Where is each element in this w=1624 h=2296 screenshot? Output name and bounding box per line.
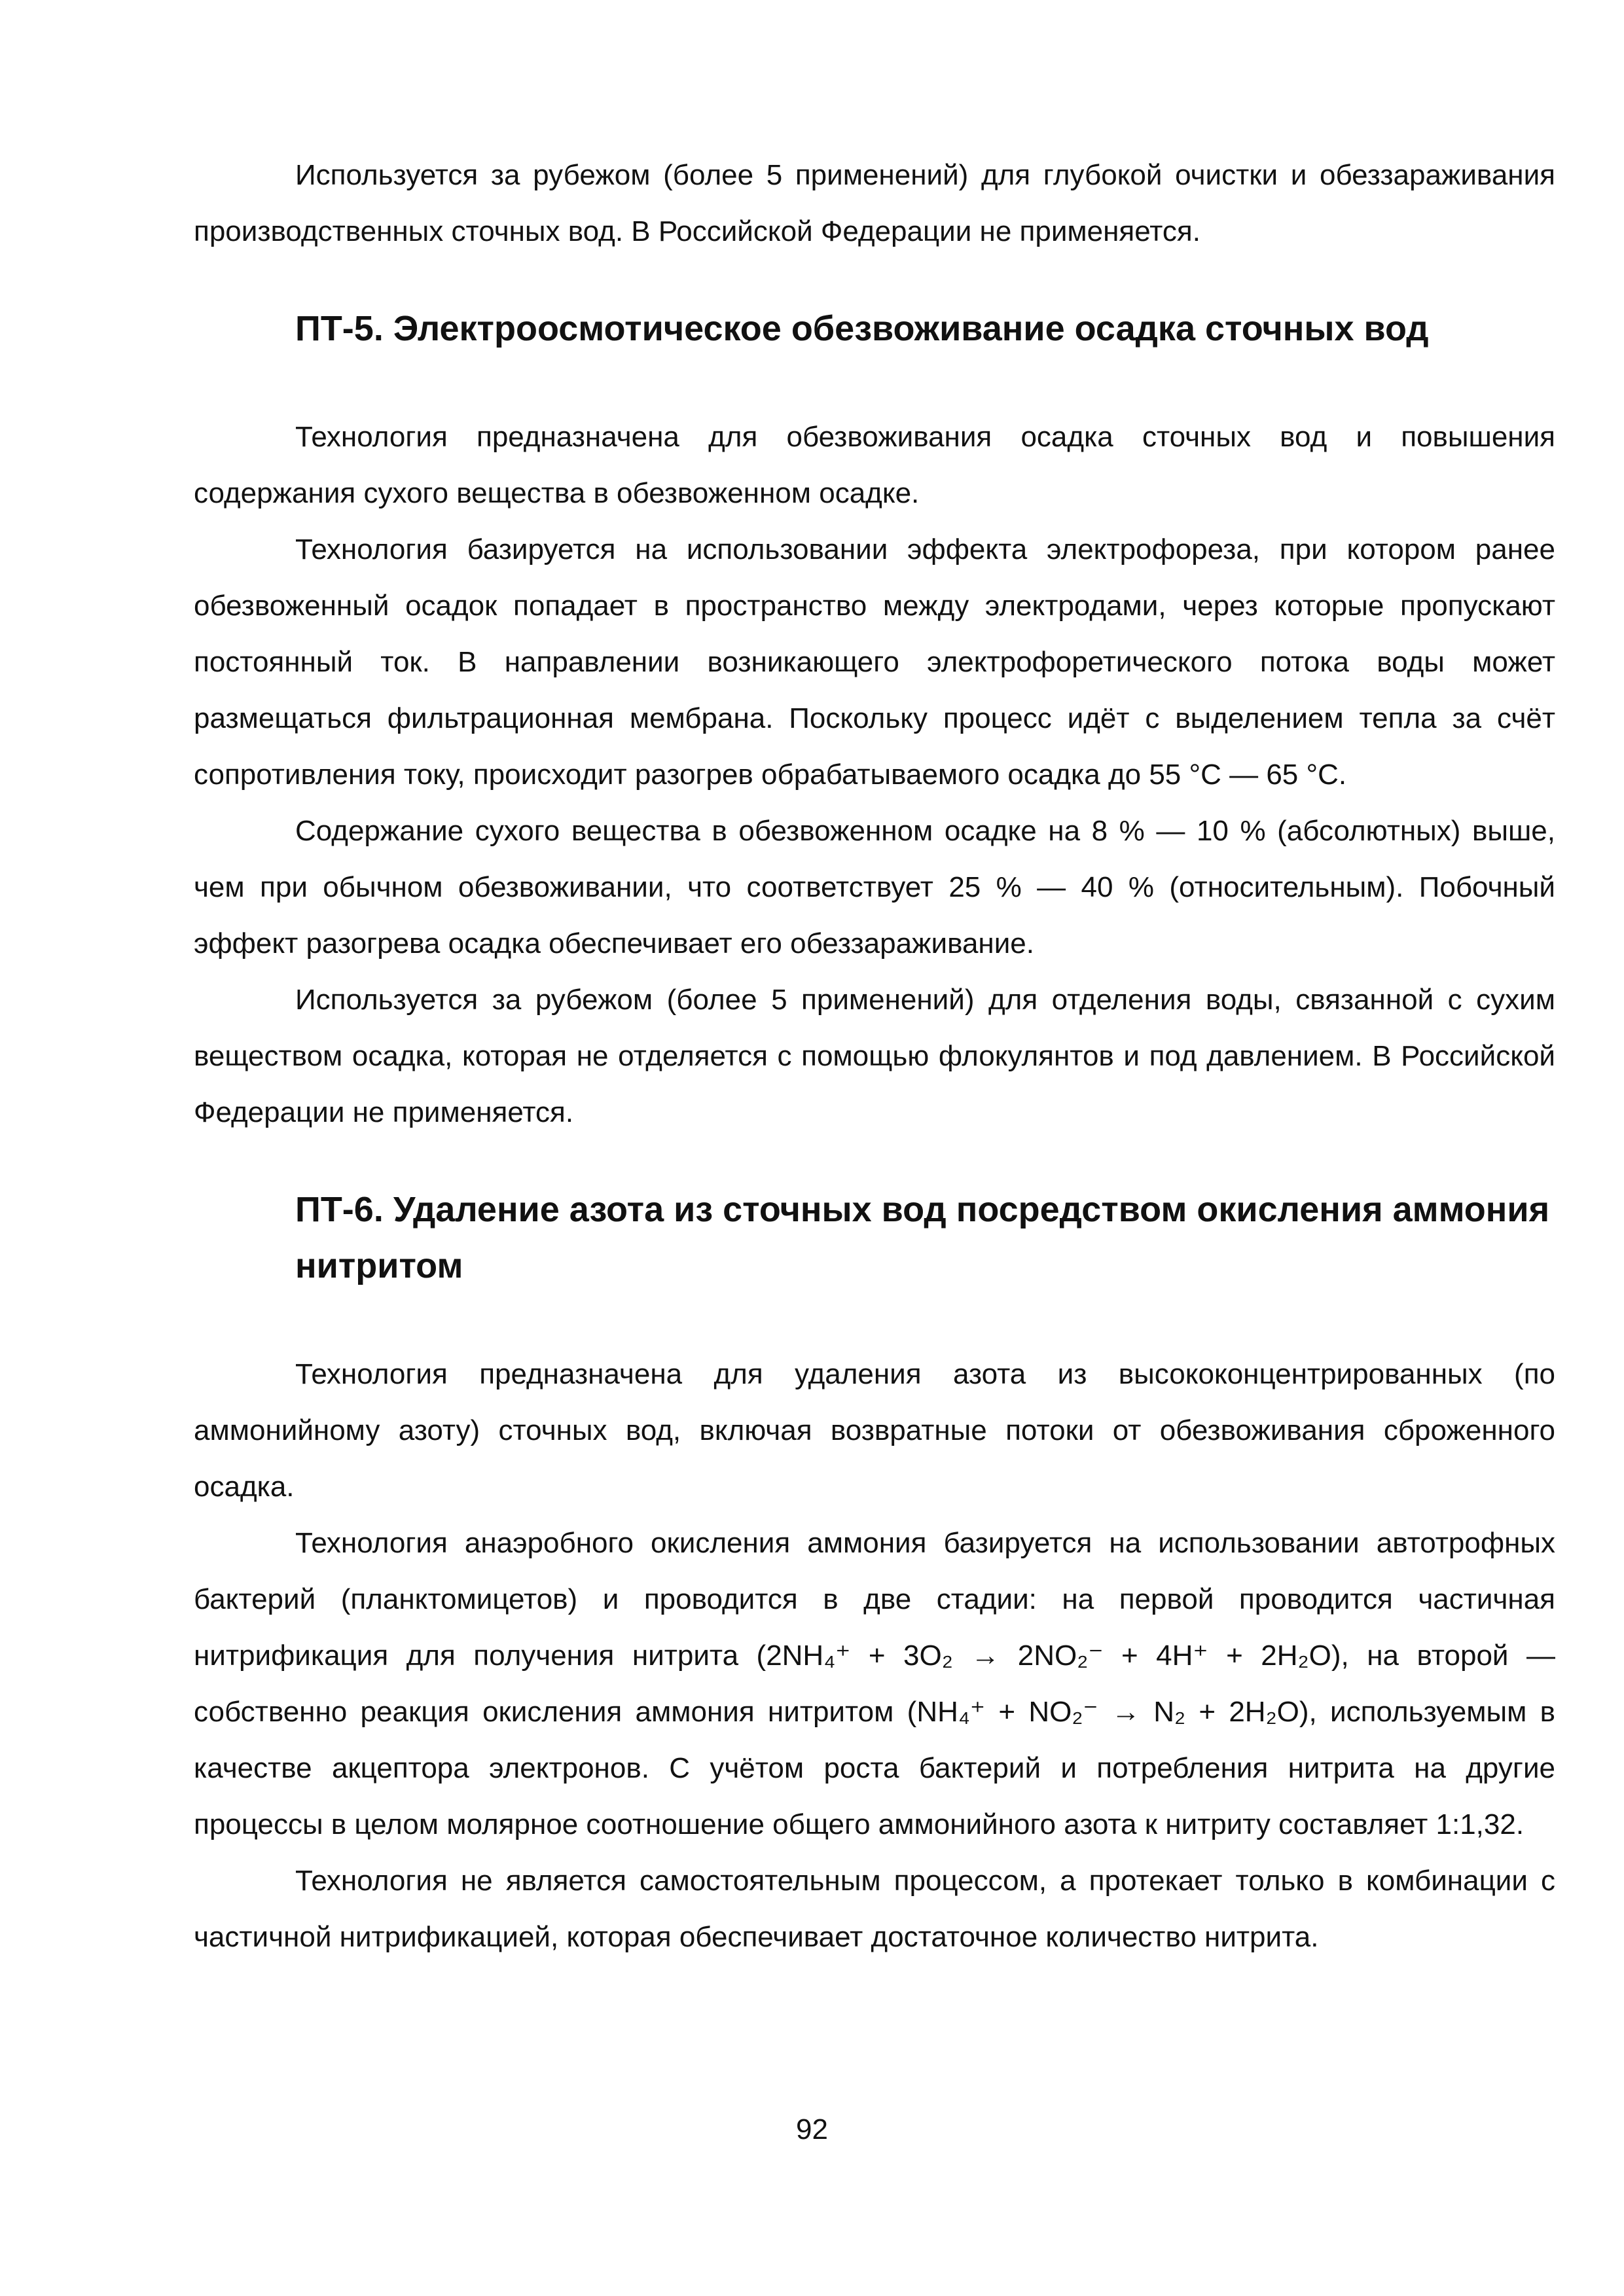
pt6-paragraph-purpose: Технология предназначена для удаления азота из высококонцентрированных (по аммонийному азоту) сточных вод, включая возвратные потоки от обезвоживания сброженного осадка. xyxy=(194,1358,1555,1503)
section-title-pt5: ПТ-5. Электроосмотическое обезвоживание осадка сточных вод xyxy=(295,309,1429,348)
pt6-method-text-middle: ), на второй — собственно реакция окисления аммония нитритом ( xyxy=(194,1640,1555,1728)
reaction-nitrification: 2NH₄⁺ + 3O₂ → 2NO₂⁻ + 4H⁺ + 2H₂O xyxy=(766,1640,1331,1672)
pt6-method-text-before: Технология анаэробного окисления аммония базируется на использовании автотрофных бактерий (планктомицетов) и проводится в две стадии: на первой проводится частичная нитрификация для получения нитрита ( xyxy=(194,1527,1555,1672)
pt6-paragraph-method xyxy=(194,1515,1555,1853)
page-number: 92 xyxy=(796,2113,828,2145)
pt5-paragraph-result: Содержание сухого вещества в обезвоженном осадке на 8 % — 10 % (абсолютных) выше, чем при обычном обезвоживании, что соответствует 25 % — 40 % (относительным). Побочный эффект разогрева осадка обеспечивает его обеззараживание. xyxy=(194,815,1555,960)
pt6-method-text-after: ), используемым в качестве акцептора электронов. С учётом роста бактерий и потребления нитрита на другие процессы в целом молярное соотношение общего аммонийного азота к нитриту составляет 1:1,32. xyxy=(194,1696,1555,1840)
reaction-anammox: NH₄⁺ + NO₂⁻ → N₂ + 2H₂O xyxy=(916,1696,1299,1728)
pt5-paragraph-method: Технология базируется на использовании эффекта электрофореза, при котором ранее обезвоженный осадок попадает в пространство между электродами, через которые пропускают постоянный ток. В направлении возникающего электрофоретического потока воды может размещаться фильтрационная мембрана. Поскольку процесс идёт с выделением тепла за счёт сопротивления току, происходит разогрев обрабатываемого осадка до 55 °С — 65 °С. xyxy=(194,533,1555,791)
page-content xyxy=(194,147,1555,1965)
pt5-paragraph-usage: Используется за рубежом (более 5 применений) для отделения воды, связанной с сухим веществом осадка, которая не отделяется с помощью флокулянтов и под давлением. В Российской Федерации не применяется. xyxy=(194,984,1555,1128)
intro-paragraph: Используется за рубежом (более 5 применений) для глубокой очистки и обеззараживания производственных сточных вод. В Российской Федерации не применяется. xyxy=(194,159,1555,247)
section-title-pt6: ПТ-6. Удаление азота из сточных вод посредством окисления аммония нитритом xyxy=(295,1190,1550,1285)
pt6-paragraph-combination: Технология не является самостоятельным процессом, а протекает только в комбинации с частичной нитрификацией, которая обеспечивает достаточное количество нитрита. xyxy=(194,1865,1555,1953)
pt5-paragraph-purpose: Технология предназначена для обезвоживания осадка сточных вод и повышения содержания сухого вещества в обезвоженном осадке. xyxy=(194,421,1555,509)
